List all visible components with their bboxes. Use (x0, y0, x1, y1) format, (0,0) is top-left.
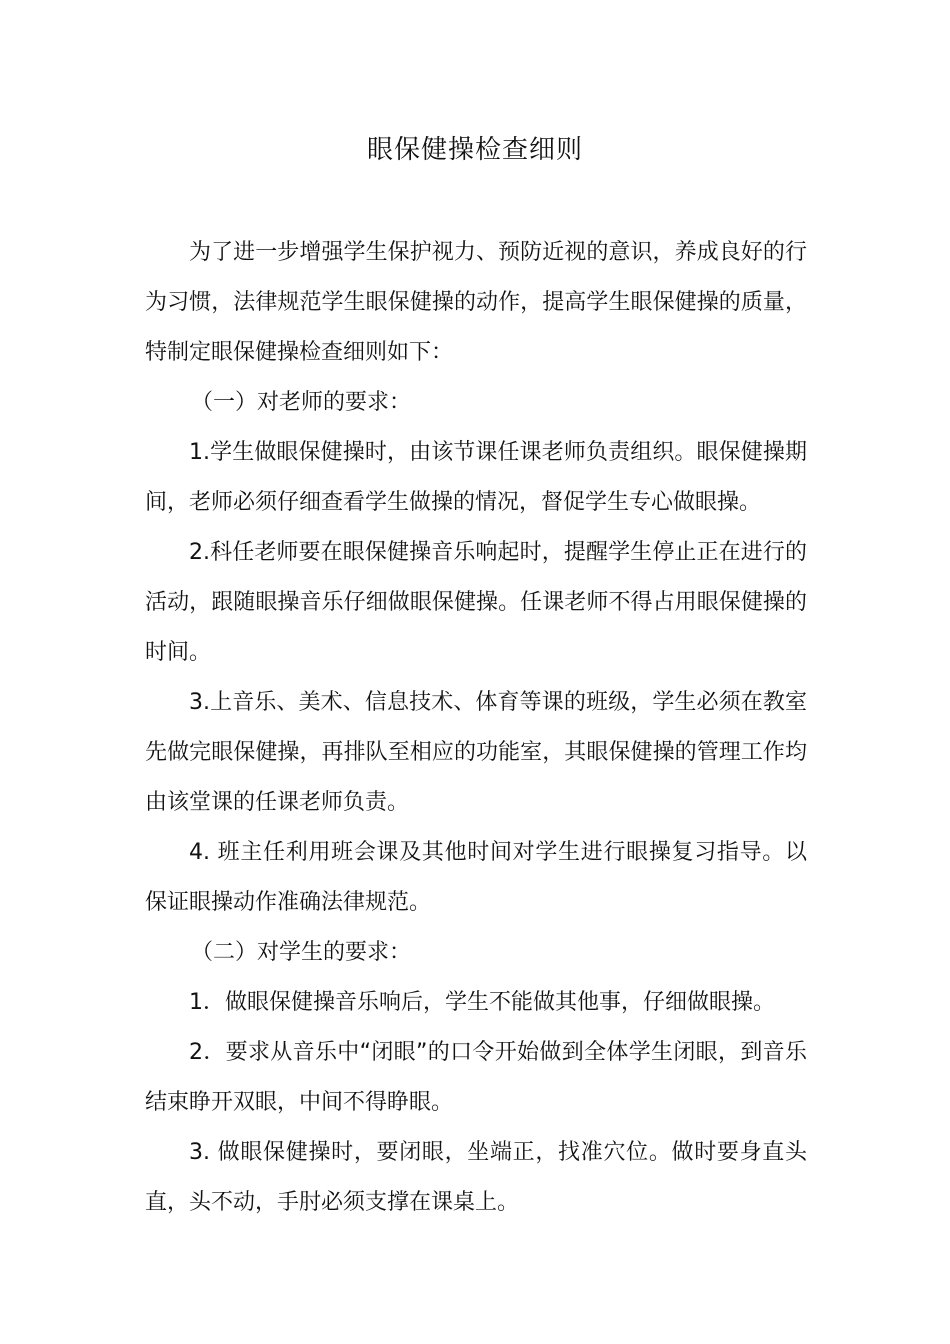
teacher-rule-4: 4. 班主任利用班会课及其他时间对学生进行眼操复习指导。以保证眼操动作准确法律规范。 (145, 840, 807, 915)
student-rule-2: 2．要求从音乐中“闭眼”的口令开始做到全体学生闭眼，到音乐结束睁开双眼，中间不得睁眼。 (145, 1040, 807, 1115)
section-heading-teachers: （一）对老师的要求： (191, 390, 412, 415)
document-title: 眼保健操检查细则 (366, 135, 583, 165)
student-rule-1: 1．做眼保健操音乐响后，学生不能做其他事，仔细做眼操。 (189, 990, 775, 1015)
teacher-rule-3: 3.上音乐、美术、信息技术、体育等课的班级，学生必须在教室先做完眼保健操，再排队至相应的功能室，其眼保健操的管理工作均由该堂课的任课老师负责。 (145, 690, 807, 815)
section-heading-students: （二）对学生的要求： (191, 940, 412, 965)
teacher-rule-2: 2.科任老师要在眼保健操音乐响起时，提醒学生停止正在进行的活动，跟随眼操音乐仔细做眼保健操。任课老师不得占用眼保健操的时间。 (145, 540, 807, 665)
intro-paragraph: 为了进一步增强学生保护视力、预防近视的意识，养成良好的行为习惯，法律规范学生眼保健操的动作，提高学生眼保健操的质量，特制定眼保健操检查细则如下： (145, 240, 807, 365)
student-rule-3: 3. 做眼保健操时，要闭眼，坐端正，找准穴位。做时要身直头直，头不动，手肘必须支撑在课桌上。 (145, 1140, 807, 1215)
document-body (145, 228, 807, 1228)
teacher-rule-1: 1.学生做眼保健操时，由该节课任课老师负责组织。眼保健操期间，老师必须仔细查看学生做操的情况，督促学生专心做眼操。 (145, 440, 807, 515)
